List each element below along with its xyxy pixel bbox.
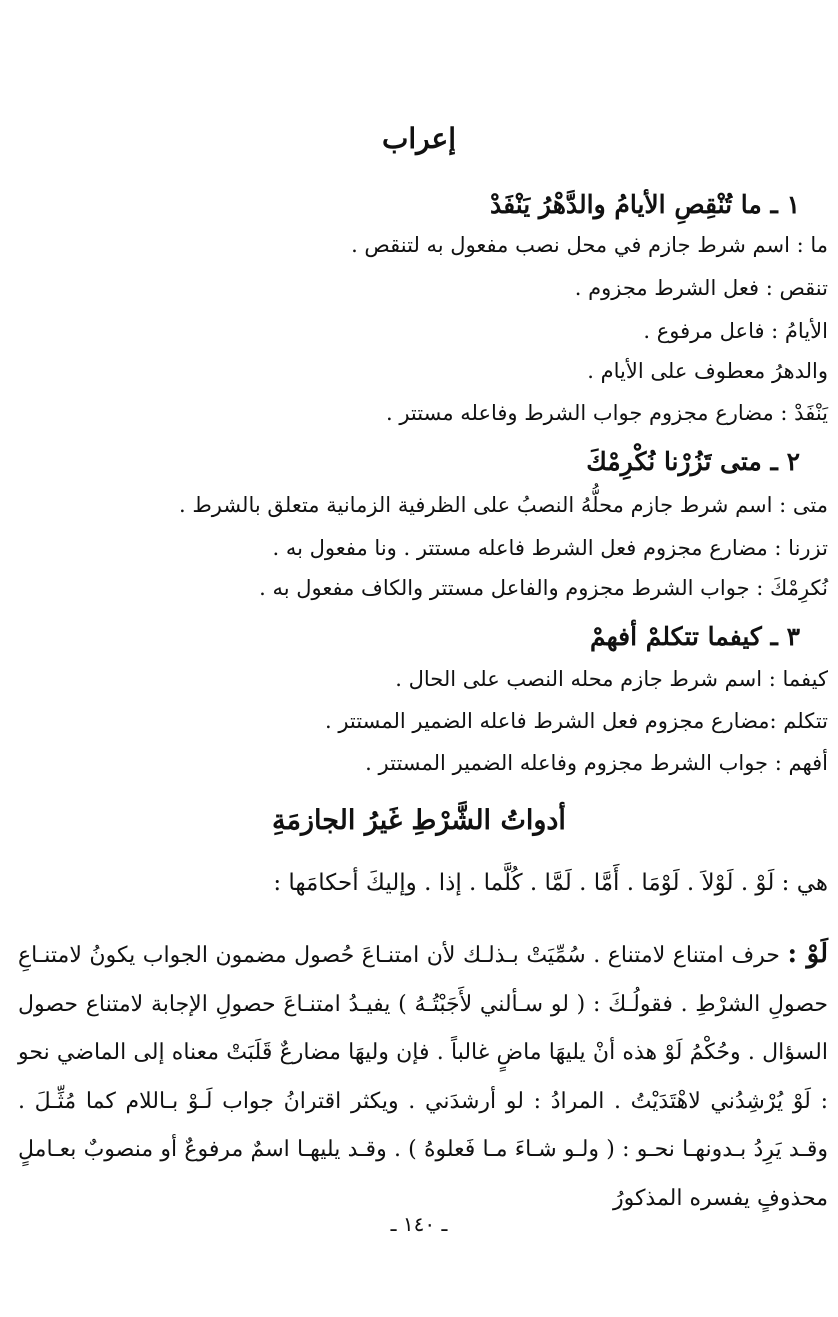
- analysis-line: متى : اسم شرط جازم محلُّهُ النصبُ على الظرفية الزمانية متعلق بالشرط .: [178, 493, 828, 517]
- example-heading-2: ٢ ـ متى تَزُرْنا نُكْرِمْكَ: [586, 447, 800, 476]
- analysis-line: تتكلم :مضارع مجزوم فعل الشرط فاعله الضمير المستتر .: [324, 709, 828, 733]
- page-number: ـ ١٤٠ ـ: [390, 1212, 448, 1236]
- analysis-line: كيفما : اسم شرط جازم محله النصب على الحال .: [395, 667, 828, 691]
- analysis-line: يَنْفَدْ : مضارع مجزوم جواب الشرط وفاعله مستتر .: [385, 401, 828, 425]
- example-heading-3: ٣ ـ كيفما تتكلمْ أفهمْ: [589, 622, 800, 651]
- intro-line: هي : لَوْ . لَوْلاَ . لَوْمَا . أَمَّا . لَمَّا . كُلَّما . إذا . وإليكَ أحكامَها :: [273, 870, 828, 896]
- section-title: أدواتُ الشَّرْطِ غَيرُ الجازمَةِ: [272, 805, 566, 836]
- page-title: إعراب: [381, 122, 457, 155]
- analysis-line: نُكرِمْكَ : جواب الشرط مجزوم والفاعل مستتر والكاف مفعول به .: [259, 576, 828, 600]
- analysis-line: أفهم : جواب الشرط مجزوم وفاعله الضمير المستتر .: [365, 751, 828, 775]
- analysis-line: والدهرُ معطوف على الأيام .: [587, 359, 828, 383]
- body-paragraph: [18, 930, 828, 1223]
- analysis-line: تنقص : فعل الشرط مجزوم .: [574, 276, 828, 300]
- analysis-line: ما : اسم شرط جازم في محل نصب مفعول به لتنقص .: [351, 233, 828, 257]
- paragraph-lead-term: لَوْ :: [787, 939, 828, 969]
- analysis-line: تزرنا : مضارع مجزوم فعل الشرط فاعله مستتر . ونا مفعول به .: [272, 536, 828, 560]
- paragraph-text: حرف امتناع لامتناع . سُمِّيَتْ بـذلـك لأن امتنـاعَ حُصول مضمون الجواب يكونُ لامتنـاعِ حصولِ الشرْطِ . فقولُـكَ : ( لو سـألني لأَجَبْتُـهُ ) يفيـدُ امتنـاعَ حصولِ الإجابة لامتناع حصول السؤال . وحُكْمُ لَوْ هذه أنْ يليهَا ماضٍ غالباً . فإن وليهَا مضارعٌ قَلَبَتْ معناه إلى الماضي نحو : لَوْ يُرْشِدُني لاهْتَدَيْتُ . المرادُ : لو أرشدَني . ويكثر اقترانُ جواب لَـوْ بـاللام كما مُثِّـلَ . وقـد يَرِدُ بـدونهـا نحـو : ( ولـو شـاءَ مـا فَعلوهُ ) . وقـد يليهـا اسمٌ مرفوعٌ أو منصوبٌ بعـاملٍ محذوفٍ يفسره المذكورُ: [18, 943, 828, 1211]
- analysis-line: الأيامُ : فاعل مرفوع .: [643, 319, 828, 343]
- example-heading-1: ١ ـ ما تُنْقِصِ الأيامُ والدَّهْرُ يَنْفَدْ: [489, 190, 800, 219]
